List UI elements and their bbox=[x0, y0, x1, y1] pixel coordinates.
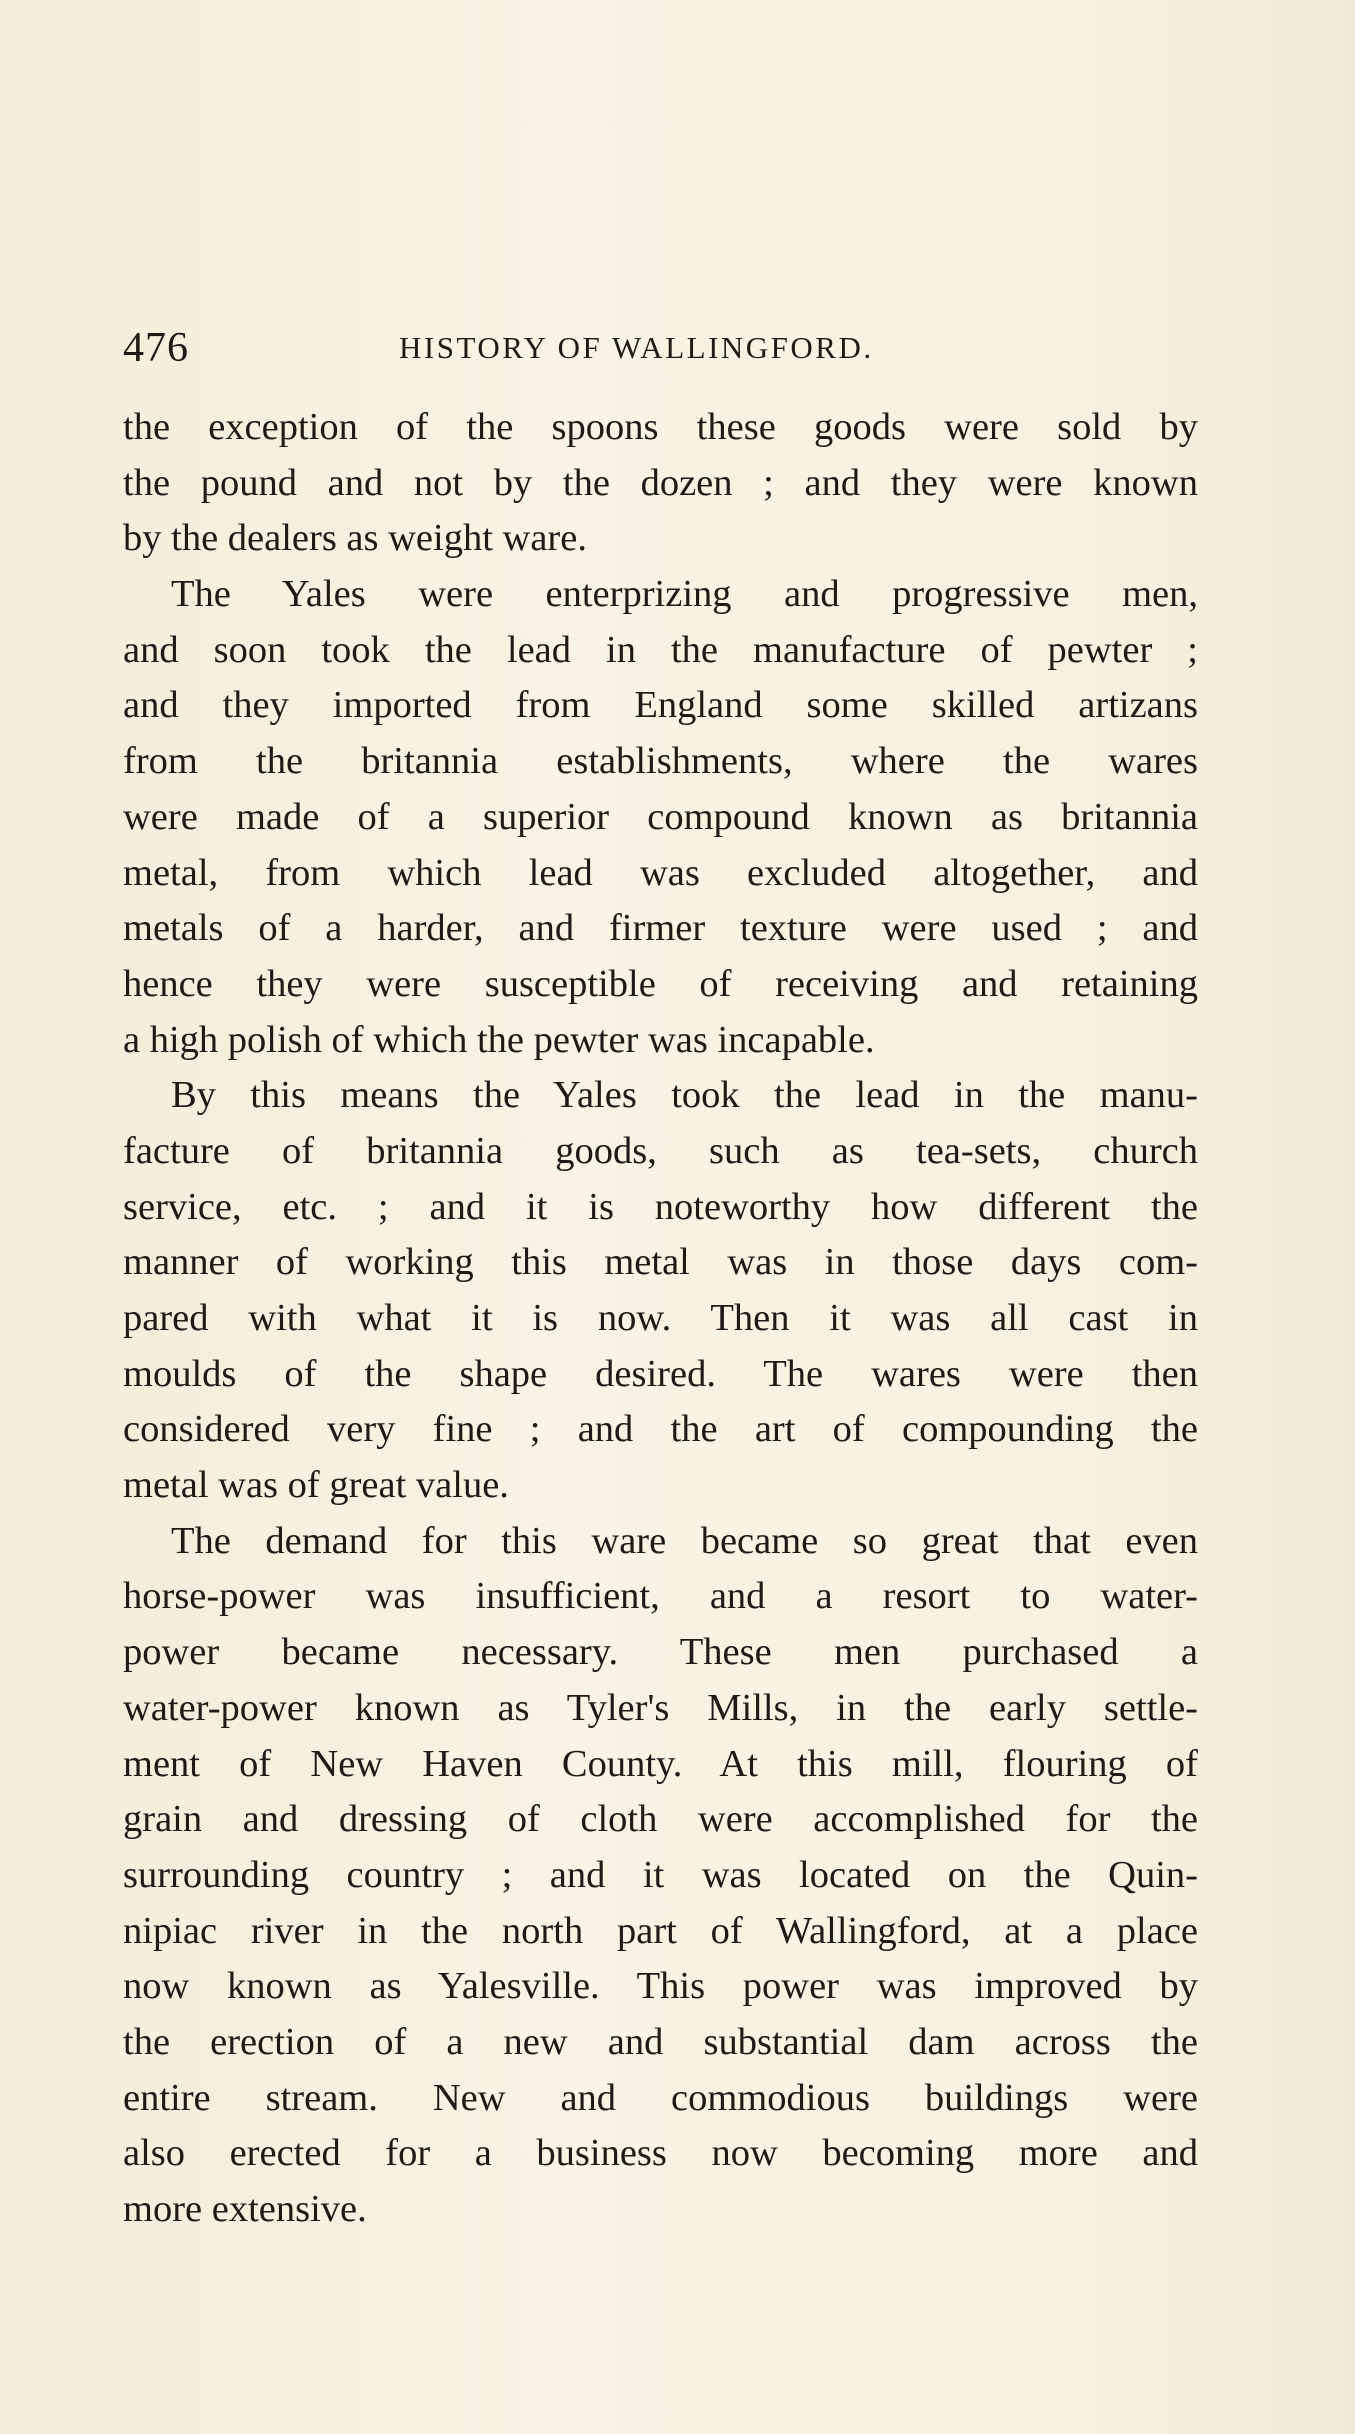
text-line: By this means the Yales took the lead in the manu- bbox=[171, 1074, 1198, 1117]
text-line: entire stream. New and commodious buildings were bbox=[123, 2076, 1198, 2119]
text-line: and they imported from England some skilled artizans bbox=[123, 684, 1198, 727]
text-line: metal, from which lead was excluded altogether, and bbox=[123, 851, 1198, 894]
body-text bbox=[123, 400, 1198, 2238]
text-line: the pound and not by the dozen ; and they were known bbox=[123, 461, 1198, 504]
text-line: now known as Yalesville. This power was improved by bbox=[123, 1965, 1198, 2008]
text-line: were made of a superior compound known as britannia bbox=[123, 795, 1198, 838]
text-line: considered very fine ; and the art of compounding the bbox=[123, 1408, 1198, 1451]
text-line: horse-power was insufficient, and a resort to water- bbox=[123, 1575, 1198, 1618]
page-header bbox=[123, 318, 1233, 378]
running-head: HISTORY OF WALLINGFORD. bbox=[399, 330, 874, 365]
text-line: The demand for this ware became so great that even bbox=[171, 1519, 1198, 1562]
text-line: nipiac river in the north part of Wallingford, at a place bbox=[123, 1909, 1198, 1952]
text-line: manner of working this metal was in those days com- bbox=[123, 1241, 1198, 1284]
text-line: a high polish of which the pewter was incapable. bbox=[123, 1018, 875, 1061]
text-line: the exception of the spoons these goods were sold by bbox=[123, 406, 1198, 448]
text-line: moulds of the shape desired. The wares were then bbox=[123, 1352, 1198, 1395]
text-line: metals of a harder, and firmer texture were used ; and bbox=[123, 907, 1198, 950]
text-line: more extensive. bbox=[123, 2188, 367, 2230]
text-line: hence they were susceptible of receiving and retaining bbox=[123, 962, 1198, 1005]
text-line: service, etc. ; and it is noteworthy how different the bbox=[123, 1185, 1198, 1228]
text-line: grain and dressing of cloth were accomplished for the bbox=[123, 1798, 1198, 1841]
text-line: power became necessary. These men purchased a bbox=[123, 1631, 1198, 1674]
text-line: from the britannia establishments, where the wares bbox=[123, 740, 1198, 783]
text-line: by the dealers as weight ware. bbox=[123, 517, 587, 560]
text-line: facture of britannia goods, such as tea-sets, church bbox=[123, 1129, 1198, 1172]
page-number: 476 bbox=[123, 325, 189, 371]
text-line: and soon took the lead in the manufacture of pewter ; bbox=[123, 628, 1198, 671]
text-line: ment of New Haven County. At this mill, flouring of bbox=[123, 1742, 1198, 1785]
text-line: the erection of a new and substantial dam across the bbox=[123, 2020, 1198, 2063]
text-line: pared with what it is now. Then it was all cast in bbox=[123, 1297, 1198, 1339]
text-line: water-power known as Tyler's Mills, in the early settle- bbox=[123, 1686, 1198, 1729]
text-line: The Yales were enterprizing and progressive men, bbox=[171, 573, 1198, 616]
text-line: also erected for a business now becoming more and bbox=[123, 2132, 1198, 2175]
text-line: surrounding country ; and it was located on the Quin- bbox=[123, 1853, 1198, 1896]
text-line: metal was of great value. bbox=[123, 1464, 509, 1507]
